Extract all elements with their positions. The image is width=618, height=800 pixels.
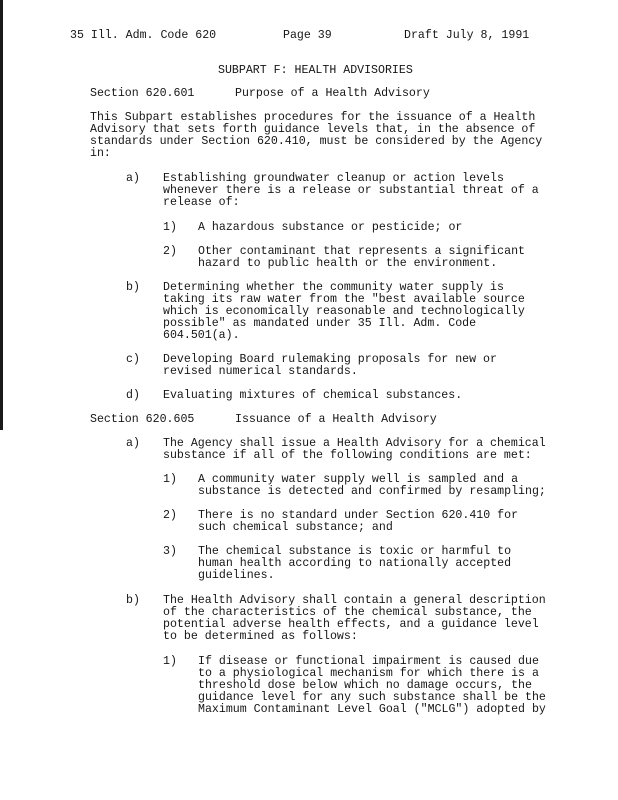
item-text: potential adverse health effects, and a guidance level: [163, 618, 539, 631]
subitem-text: Other contaminant that represents a significant: [198, 245, 525, 258]
subitem-text: guidelines.: [198, 569, 275, 582]
subpart-title: SUBPART F: HEALTH ADVISORIES: [218, 64, 413, 77]
item-label: b): [126, 594, 140, 607]
header-page: Page 39: [283, 29, 332, 42]
item-text: substance if all of the following conditions are met:: [163, 449, 532, 462]
item-text: release of:: [163, 196, 240, 209]
subitem-label: 2): [163, 245, 177, 258]
subitem-text: hazard to public health or the environment.: [198, 257, 498, 270]
item-text: of the characteristics of the chemical substance, the: [163, 606, 532, 619]
item-text: Determining whether the community water supply is: [163, 281, 504, 294]
item-text: revised numerical standards.: [163, 365, 358, 378]
subitem-text: threshold dose below which no damage occurs, the: [198, 679, 532, 692]
item-text: 604.501(a).: [163, 329, 240, 342]
item-text: The Health Advisory shall contain a general description: [163, 594, 546, 607]
subitem-text: The chemical substance is toxic or harmful to: [198, 545, 512, 558]
subitem-label: 1): [163, 655, 177, 668]
subitem-text: to a physiological mechanism for which there is a: [198, 667, 539, 680]
subitem-text: A community water supply well is sampled and a: [198, 473, 519, 486]
item-label: a): [126, 172, 140, 185]
item-text: to be determined as follows:: [163, 630, 358, 643]
item-label: d): [126, 389, 140, 402]
subitem-text: such chemical substance; and: [198, 521, 393, 534]
subitem-text: human health according to nationally accepted: [198, 557, 512, 570]
header-code: 35 Ill. Adm. Code 620: [70, 29, 217, 42]
item-text: whenever there is a release or substantial threat of a: [163, 184, 539, 197]
intro-line: This Subpart establishes procedures for the issuance of a Health: [90, 111, 536, 124]
intro-line: standards under Section 620.410, must be considered by the Agency: [90, 135, 543, 148]
subitem-label: 2): [163, 509, 177, 522]
subitem-label: 1): [163, 473, 177, 486]
section-605-number: Section 620.605: [90, 413, 195, 426]
section-601-number: Section 620.601: [90, 87, 195, 100]
item-text: The Agency shall issue a Health Advisory for a chemical: [163, 437, 546, 450]
header-draft: Draft July 8, 1991: [404, 29, 530, 42]
item-text: possible" as mandated under 35 Ill. Adm. Code: [163, 317, 477, 330]
subitem-label: 1): [163, 221, 177, 234]
item-text: taking its raw water from the "best available source: [163, 293, 525, 306]
subitem-text: substance is detected and confirmed by resampling;: [198, 485, 546, 498]
subitem-text: Maximum Contaminant Level Goal ("MCLG") adopted by: [198, 703, 546, 716]
item-label: c): [126, 353, 140, 366]
intro-line: Advisory that sets forth guidance levels that, in the absence of: [90, 123, 536, 136]
item-text: Establishing groundwater cleanup or action levels: [163, 172, 504, 185]
subitem-label: 3): [163, 545, 177, 558]
subitem-text: If disease or functional impairment is caused due: [198, 655, 539, 668]
subitem-text: There is no standard under Section 620.410 for: [198, 509, 519, 522]
intro-line: in:: [90, 147, 111, 160]
subitem-text: guidance level for any such substance shall be the: [198, 691, 546, 704]
item-text: Evaluating mixtures of chemical substances.: [163, 389, 463, 402]
scan-left-edge: [0, 0, 3, 430]
item-text: which is economically reasonable and technologically: [163, 305, 525, 318]
item-text: Developing Board rulemaking proposals for new or: [163, 353, 497, 366]
section-605-title: Issuance of a Health Advisory: [235, 413, 437, 426]
item-label: a): [126, 437, 140, 450]
item-label: b): [126, 281, 140, 294]
subitem-text: A hazardous substance or pesticide; or: [198, 221, 463, 234]
section-601-title: Purpose of a Health Advisory: [235, 87, 430, 100]
